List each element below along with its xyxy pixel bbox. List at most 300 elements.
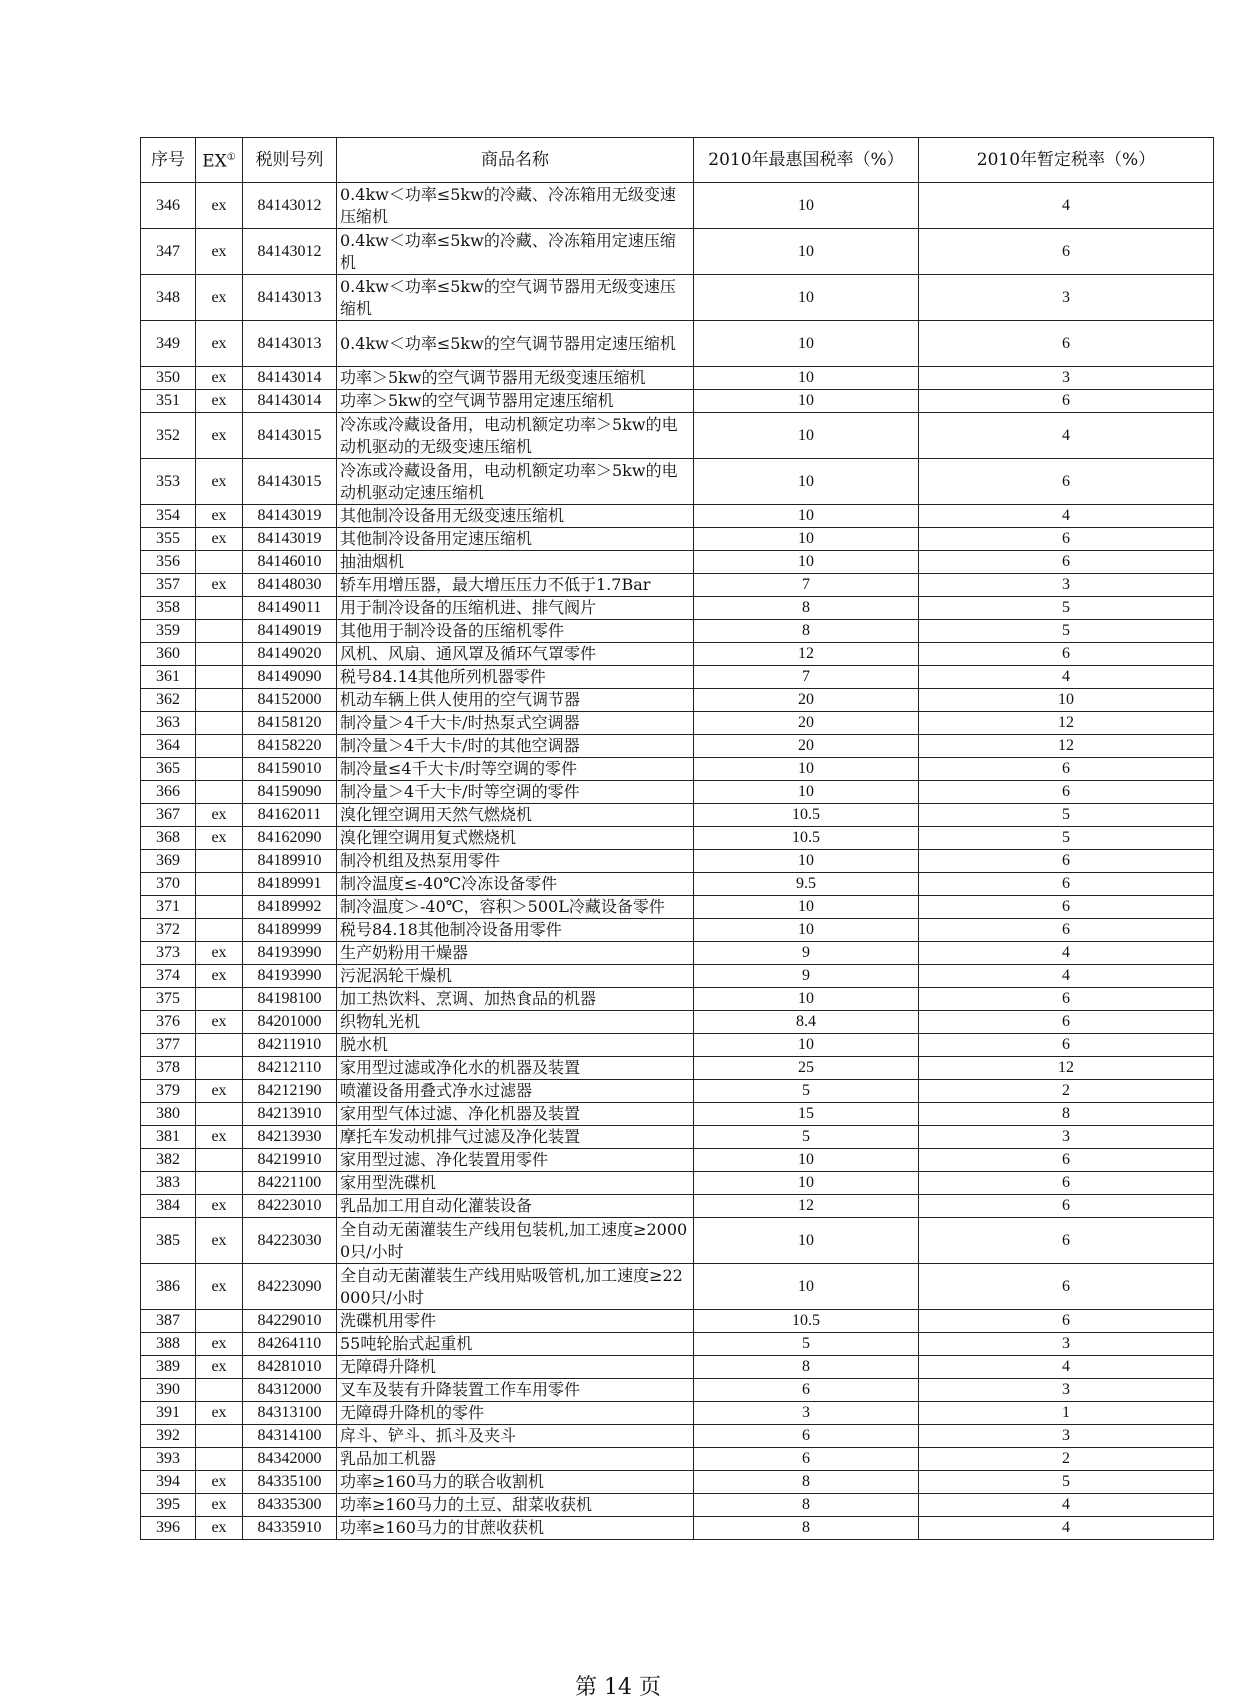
cell-provisional-rate: 5: [919, 804, 1214, 827]
cell-product-name: 功率≥160马力的土豆、甜菜收获机: [337, 1494, 694, 1517]
cell-tariff-code: 84189991: [243, 873, 337, 896]
cell-product-name: 洗碟机用零件: [337, 1310, 694, 1333]
cell-product-name: 制冷量＞4千大卡/时的其他空调器: [337, 735, 694, 758]
cell-tariff-code: 84223010: [243, 1195, 337, 1218]
cell-ex: ex: [196, 1126, 243, 1149]
cell-serial-number: 373: [141, 942, 196, 965]
cell-provisional-rate: 6: [919, 321, 1214, 367]
table-row: [141, 1080, 1214, 1103]
cell-provisional-rate: 6: [919, 390, 1214, 413]
cell-ex: [196, 1034, 243, 1057]
header-row: [141, 138, 1214, 183]
table-row: [141, 873, 1214, 896]
cell-provisional-rate: 6: [919, 229, 1214, 275]
table-row: [141, 942, 1214, 965]
cell-mfn-rate: 10: [694, 919, 919, 942]
cell-provisional-rate: 6: [919, 1264, 1214, 1310]
cell-serial-number: 374: [141, 965, 196, 988]
tariff-table: [140, 137, 1214, 1540]
cell-product-name: 全自动无菌灌装生产线用包装机,加工速度≥20000只/小时: [337, 1218, 694, 1264]
cell-tariff-code: 84149020: [243, 643, 337, 666]
cell-tariff-code: 84313100: [243, 1402, 337, 1425]
cell-provisional-rate: 4: [919, 183, 1214, 229]
cell-provisional-rate: 3: [919, 1425, 1214, 1448]
cell-ex: ex: [196, 1517, 243, 1540]
cell-ex: ex: [196, 321, 243, 367]
table-row: [141, 597, 1214, 620]
table-row: [141, 1264, 1214, 1310]
cell-mfn-rate: 9: [694, 942, 919, 965]
cell-mfn-rate: 8: [694, 1356, 919, 1379]
cell-ex: ex: [196, 459, 243, 505]
table-row: [141, 1333, 1214, 1356]
cell-ex: [196, 643, 243, 666]
cell-serial-number: 391: [141, 1402, 196, 1425]
cell-product-name: 冷冻或冷藏设备用，电动机额定功率＞5kw的电动机驱动的无级变速压缩机: [337, 413, 694, 459]
cell-provisional-rate: 6: [919, 919, 1214, 942]
cell-serial-number: 383: [141, 1172, 196, 1195]
cell-provisional-rate: 3: [919, 1379, 1214, 1402]
cell-tariff-code: 84193990: [243, 942, 337, 965]
cell-serial-number: 395: [141, 1494, 196, 1517]
table-row: [141, 1218, 1214, 1264]
cell-provisional-rate: 6: [919, 528, 1214, 551]
header-provisional-rate: 2010年暂定税率（%）: [919, 138, 1214, 183]
cell-provisional-rate: 4: [919, 666, 1214, 689]
cell-product-name: 戽斗、铲斗、抓斗及夹斗: [337, 1425, 694, 1448]
table-row: [141, 758, 1214, 781]
cell-product-name: 脱水机: [337, 1034, 694, 1057]
cell-product-name: 风机、风扇、通风罩及循环气罩零件: [337, 643, 694, 666]
cell-mfn-rate: 10: [694, 1149, 919, 1172]
cell-ex: [196, 1149, 243, 1172]
cell-tariff-code: 84281010: [243, 1356, 337, 1379]
cell-ex: ex: [196, 1356, 243, 1379]
cell-serial-number: 389: [141, 1356, 196, 1379]
table-row: [141, 1402, 1214, 1425]
cell-serial-number: 362: [141, 689, 196, 712]
table-row: [141, 1057, 1214, 1080]
cell-product-name: 税号84.18其他制冷设备用零件: [337, 919, 694, 942]
cell-tariff-code: 84335910: [243, 1517, 337, 1540]
cell-mfn-rate: 10: [694, 1264, 919, 1310]
cell-mfn-rate: 12: [694, 1195, 919, 1218]
cell-tariff-code: 84143012: [243, 183, 337, 229]
cell-ex: [196, 551, 243, 574]
cell-tariff-code: 84189999: [243, 919, 337, 942]
cell-ex: [196, 1172, 243, 1195]
table-row: [141, 321, 1214, 367]
header-ex-label: EX: [202, 151, 227, 172]
cell-provisional-rate: 5: [919, 1471, 1214, 1494]
header-tariff-code: 税则号列: [243, 138, 337, 183]
cell-serial-number: 347: [141, 229, 196, 275]
cell-mfn-rate: 10: [694, 275, 919, 321]
cell-product-name: 乳品加工机器: [337, 1448, 694, 1471]
cell-product-name: 其他用于制冷设备的压缩机零件: [337, 620, 694, 643]
cell-product-name: 55吨轮胎式起重机: [337, 1333, 694, 1356]
cell-tariff-code: 84159010: [243, 758, 337, 781]
cell-mfn-rate: 5: [694, 1333, 919, 1356]
cell-serial-number: 367: [141, 804, 196, 827]
cell-product-name: 喷灌设备用叠式净水过滤器: [337, 1080, 694, 1103]
cell-ex: [196, 919, 243, 942]
cell-product-name: 其他制冷设备用无级变速压缩机: [337, 505, 694, 528]
table-row: [141, 1126, 1214, 1149]
cell-tariff-code: 84143014: [243, 390, 337, 413]
cell-product-name: 轿车用增压器，最大增压压力不低于1.7Bar: [337, 574, 694, 597]
cell-ex: ex: [196, 1264, 243, 1310]
cell-serial-number: 368: [141, 827, 196, 850]
cell-ex: [196, 1310, 243, 1333]
table-row: [141, 1034, 1214, 1057]
cell-serial-number: 388: [141, 1333, 196, 1356]
cell-mfn-rate: 20: [694, 689, 919, 712]
cell-serial-number: 352: [141, 413, 196, 459]
cell-ex: [196, 988, 243, 1011]
table-row: [141, 1103, 1214, 1126]
cell-tariff-code: 84229010: [243, 1310, 337, 1333]
cell-ex: [196, 712, 243, 735]
cell-provisional-rate: 6: [919, 988, 1214, 1011]
cell-provisional-rate: 4: [919, 965, 1214, 988]
cell-tariff-code: 84219910: [243, 1149, 337, 1172]
cell-tariff-code: 84159090: [243, 781, 337, 804]
cell-tariff-code: 84143015: [243, 413, 337, 459]
cell-mfn-rate: 6: [694, 1448, 919, 1471]
cell-mfn-rate: 10: [694, 781, 919, 804]
cell-mfn-rate: 10: [694, 896, 919, 919]
cell-serial-number: 359: [141, 620, 196, 643]
cell-serial-number: 370: [141, 873, 196, 896]
table-row: [141, 1379, 1214, 1402]
cell-tariff-code: 84158220: [243, 735, 337, 758]
cell-serial-number: 381: [141, 1126, 196, 1149]
cell-ex: [196, 873, 243, 896]
cell-provisional-rate: 8: [919, 1103, 1214, 1126]
cell-ex: [196, 1103, 243, 1126]
cell-product-name: 0.4kw＜功率≤5kw的空气调节器用定速压缩机: [337, 321, 694, 367]
cell-tariff-code: 84143012: [243, 229, 337, 275]
cell-product-name: 功率＞5kw的空气调节器用定速压缩机: [337, 390, 694, 413]
cell-ex: ex: [196, 1080, 243, 1103]
cell-ex: ex: [196, 827, 243, 850]
cell-provisional-rate: 4: [919, 413, 1214, 459]
cell-mfn-rate: 10: [694, 1218, 919, 1264]
cell-serial-number: 346: [141, 183, 196, 229]
table-row: [141, 1356, 1214, 1379]
cell-ex: ex: [196, 1494, 243, 1517]
header-ex: [196, 138, 243, 183]
cell-ex: ex: [196, 390, 243, 413]
cell-serial-number: 356: [141, 551, 196, 574]
cell-provisional-rate: 5: [919, 827, 1214, 850]
cell-provisional-rate: 5: [919, 597, 1214, 620]
cell-provisional-rate: 6: [919, 459, 1214, 505]
cell-product-name: 制冷温度≤-40℃冷冻设备零件: [337, 873, 694, 896]
cell-mfn-rate: 10: [694, 459, 919, 505]
cell-serial-number: 380: [141, 1103, 196, 1126]
cell-provisional-rate: 6: [919, 758, 1214, 781]
cell-product-name: 加工热饮料、烹调、加热食品的机器: [337, 988, 694, 1011]
cell-tariff-code: 84213910: [243, 1103, 337, 1126]
cell-tariff-code: 84189910: [243, 850, 337, 873]
cell-mfn-rate: 6: [694, 1425, 919, 1448]
cell-serial-number: 377: [141, 1034, 196, 1057]
cell-mfn-rate: 12: [694, 643, 919, 666]
cell-product-name: 全自动无菌灌装生产线用贴吸管机,加工速度≥22000只/小时: [337, 1264, 694, 1310]
cell-ex: [196, 896, 243, 919]
cell-tariff-code: 84211910: [243, 1034, 337, 1057]
cell-provisional-rate: 6: [919, 551, 1214, 574]
cell-provisional-rate: 6: [919, 1149, 1214, 1172]
table-row: [141, 183, 1214, 229]
cell-ex: ex: [196, 505, 243, 528]
cell-mfn-rate: 8: [694, 620, 919, 643]
cell-tariff-code: 84223030: [243, 1218, 337, 1264]
cell-serial-number: 365: [141, 758, 196, 781]
cell-serial-number: 372: [141, 919, 196, 942]
cell-product-name: 制冷量＞4千大卡/时热泵式空调器: [337, 712, 694, 735]
cell-provisional-rate: 4: [919, 942, 1214, 965]
cell-product-name: 生产奶粉用干燥器: [337, 942, 694, 965]
table-row: [141, 1195, 1214, 1218]
cell-tariff-code: 84201000: [243, 1011, 337, 1034]
cell-tariff-code: 84335100: [243, 1471, 337, 1494]
cell-product-name: 用于制冷设备的压缩机进、排气阀片: [337, 597, 694, 620]
cell-mfn-rate: 6: [694, 1379, 919, 1402]
cell-ex: ex: [196, 1402, 243, 1425]
table-row: [141, 735, 1214, 758]
cell-mfn-rate: 10: [694, 413, 919, 459]
cell-mfn-rate: 8: [694, 597, 919, 620]
cell-product-name: 0.4kw＜功率≤5kw的冷藏、冷冻箱用无级变速压缩机: [337, 183, 694, 229]
cell-tariff-code: 84212110: [243, 1057, 337, 1080]
cell-ex: [196, 597, 243, 620]
cell-tariff-code: 84162090: [243, 827, 337, 850]
cell-mfn-rate: 10: [694, 390, 919, 413]
cell-mfn-rate: 8: [694, 1517, 919, 1540]
cell-mfn-rate: 10.5: [694, 1310, 919, 1333]
table-body: [141, 183, 1214, 1540]
cell-provisional-rate: 12: [919, 712, 1214, 735]
cell-ex: ex: [196, 413, 243, 459]
table-row: [141, 528, 1214, 551]
cell-product-name: 制冷量≤4千大卡/时等空调的零件: [337, 758, 694, 781]
cell-mfn-rate: 10: [694, 505, 919, 528]
cell-serial-number: 392: [141, 1425, 196, 1448]
cell-tariff-code: 84162011: [243, 804, 337, 827]
cell-ex: ex: [196, 1011, 243, 1034]
table-row: [141, 367, 1214, 390]
cell-product-name: 家用型洗碟机: [337, 1172, 694, 1195]
cell-ex: ex: [196, 1195, 243, 1218]
cell-product-name: 制冷量＞4千大卡/时等空调的零件: [337, 781, 694, 804]
cell-serial-number: 393: [141, 1448, 196, 1471]
table-row: [141, 988, 1214, 1011]
cell-product-name: 溴化锂空调用天然气燃烧机: [337, 804, 694, 827]
table-row: [141, 804, 1214, 827]
cell-serial-number: 351: [141, 390, 196, 413]
table-row: [141, 1471, 1214, 1494]
cell-mfn-rate: 10: [694, 321, 919, 367]
table-row: [141, 689, 1214, 712]
cell-product-name: 家用型气体过滤、净化机器及装置: [337, 1103, 694, 1126]
cell-mfn-rate: 10: [694, 528, 919, 551]
cell-provisional-rate: 3: [919, 367, 1214, 390]
cell-serial-number: 394: [141, 1471, 196, 1494]
cell-serial-number: 348: [141, 275, 196, 321]
cell-provisional-rate: 2: [919, 1080, 1214, 1103]
cell-product-name: 功率≥160马力的甘蔗收获机: [337, 1517, 694, 1540]
cell-provisional-rate: 6: [919, 873, 1214, 896]
cell-serial-number: 382: [141, 1149, 196, 1172]
cell-product-name: 无障碍升降机: [337, 1356, 694, 1379]
cell-tariff-code: 84143019: [243, 528, 337, 551]
cell-mfn-rate: 10: [694, 183, 919, 229]
cell-ex: ex: [196, 574, 243, 597]
cell-ex: ex: [196, 942, 243, 965]
cell-tariff-code: 84143013: [243, 321, 337, 367]
cell-mfn-rate: 3: [694, 1402, 919, 1425]
cell-mfn-rate: 8: [694, 1494, 919, 1517]
cell-ex: ex: [196, 1218, 243, 1264]
cell-mfn-rate: 25: [694, 1057, 919, 1080]
cell-tariff-code: 84148030: [243, 574, 337, 597]
cell-ex: [196, 1057, 243, 1080]
table-row: [141, 919, 1214, 942]
table-row: [141, 850, 1214, 873]
cell-tariff-code: 84213930: [243, 1126, 337, 1149]
cell-provisional-rate: 4: [919, 505, 1214, 528]
header-mfn-rate: 2010年最惠国税率（%）: [694, 138, 919, 183]
cell-serial-number: 355: [141, 528, 196, 551]
cell-provisional-rate: 6: [919, 1172, 1214, 1195]
cell-tariff-code: 84223090: [243, 1264, 337, 1310]
cell-serial-number: 361: [141, 666, 196, 689]
page-number: 第 14 页: [575, 1675, 661, 1700]
cell-product-name: 税号84.14其他所列机器零件: [337, 666, 694, 689]
cell-ex: ex: [196, 528, 243, 551]
table-row: [141, 781, 1214, 804]
cell-provisional-rate: 3: [919, 1126, 1214, 1149]
cell-mfn-rate: 10: [694, 551, 919, 574]
header-ex-footnote-mark: ①: [226, 152, 236, 164]
table-row: [141, 965, 1214, 988]
cell-tariff-code: 84212190: [243, 1080, 337, 1103]
cell-product-name: 家用型过滤、净化装置用零件: [337, 1149, 694, 1172]
header-serial-number: 序号: [141, 138, 196, 183]
cell-ex: ex: [196, 367, 243, 390]
cell-mfn-rate: 8: [694, 1471, 919, 1494]
cell-serial-number: 354: [141, 505, 196, 528]
cell-provisional-rate: 3: [919, 275, 1214, 321]
cell-provisional-rate: 3: [919, 574, 1214, 597]
cell-serial-number: 369: [141, 850, 196, 873]
cell-tariff-code: 84158120: [243, 712, 337, 735]
cell-serial-number: 353: [141, 459, 196, 505]
cell-product-name: 0.4kw＜功率≤5kw的空气调节器用无级变速压缩机: [337, 275, 694, 321]
cell-mfn-rate: 10: [694, 1034, 919, 1057]
table-row: [141, 1448, 1214, 1471]
cell-provisional-rate: 4: [919, 1356, 1214, 1379]
cell-ex: [196, 781, 243, 804]
cell-provisional-rate: 6: [919, 1011, 1214, 1034]
cell-serial-number: 378: [141, 1057, 196, 1080]
cell-provisional-rate: 1: [919, 1402, 1214, 1425]
cell-provisional-rate: 6: [919, 1195, 1214, 1218]
cell-product-name: 机动车辆上供人使用的空气调节器: [337, 689, 694, 712]
cell-product-name: 功率＞5kw的空气调节器用无级变速压缩机: [337, 367, 694, 390]
cell-mfn-rate: 5: [694, 1126, 919, 1149]
cell-tariff-code: 84143019: [243, 505, 337, 528]
cell-product-name: 其他制冷设备用定速压缩机: [337, 528, 694, 551]
cell-serial-number: 385: [141, 1218, 196, 1264]
cell-mfn-rate: 10: [694, 367, 919, 390]
table-row: [141, 827, 1214, 850]
cell-mfn-rate: 20: [694, 735, 919, 758]
table-row: [141, 275, 1214, 321]
cell-mfn-rate: 10.5: [694, 827, 919, 850]
cell-ex: ex: [196, 1333, 243, 1356]
cell-provisional-rate: 6: [919, 896, 1214, 919]
cell-mfn-rate: 10: [694, 758, 919, 781]
table-row: [141, 643, 1214, 666]
cell-serial-number: 364: [141, 735, 196, 758]
cell-tariff-code: 84143013: [243, 275, 337, 321]
table-row: [141, 1517, 1214, 1540]
table-row: [141, 551, 1214, 574]
cell-provisional-rate: 5: [919, 620, 1214, 643]
cell-tariff-code: 84152000: [243, 689, 337, 712]
cell-provisional-rate: 6: [919, 781, 1214, 804]
cell-mfn-rate: 15: [694, 1103, 919, 1126]
cell-product-name: 冷冻或冷藏设备用，电动机额定功率＞5kw的电动机驱动定速压缩机: [337, 459, 694, 505]
cell-ex: ex: [196, 183, 243, 229]
cell-provisional-rate: 12: [919, 735, 1214, 758]
table-row: [141, 459, 1214, 505]
cell-tariff-code: 84221100: [243, 1172, 337, 1195]
cell-mfn-rate: 7: [694, 666, 919, 689]
cell-serial-number: 358: [141, 597, 196, 620]
cell-tariff-code: 84149011: [243, 597, 337, 620]
header-product-name: 商品名称: [337, 138, 694, 183]
cell-ex: [196, 620, 243, 643]
table-row: [141, 229, 1214, 275]
cell-product-name: 溴化锂空调用复式燃烧机: [337, 827, 694, 850]
cell-ex: [196, 850, 243, 873]
table-row: [141, 666, 1214, 689]
cell-serial-number: 376: [141, 1011, 196, 1034]
cell-ex: ex: [196, 965, 243, 988]
cell-tariff-code: 84189992: [243, 896, 337, 919]
table-row: [141, 1494, 1214, 1517]
cell-tariff-code: 84312000: [243, 1379, 337, 1402]
cell-provisional-rate: 3: [919, 1333, 1214, 1356]
cell-mfn-rate: 10: [694, 850, 919, 873]
cell-product-name: 无障碍升降机的零件: [337, 1402, 694, 1425]
cell-product-name: 0.4kw＜功率≤5kw的冷藏、冷冻箱用定速压缩机: [337, 229, 694, 275]
cell-tariff-code: 84264110: [243, 1333, 337, 1356]
cell-serial-number: 366: [141, 781, 196, 804]
cell-serial-number: 363: [141, 712, 196, 735]
cell-serial-number: 360: [141, 643, 196, 666]
table-row: [141, 1425, 1214, 1448]
cell-mfn-rate: 10: [694, 229, 919, 275]
cell-provisional-rate: 6: [919, 1034, 1214, 1057]
cell-provisional-rate: 6: [919, 643, 1214, 666]
cell-ex: [196, 1379, 243, 1402]
